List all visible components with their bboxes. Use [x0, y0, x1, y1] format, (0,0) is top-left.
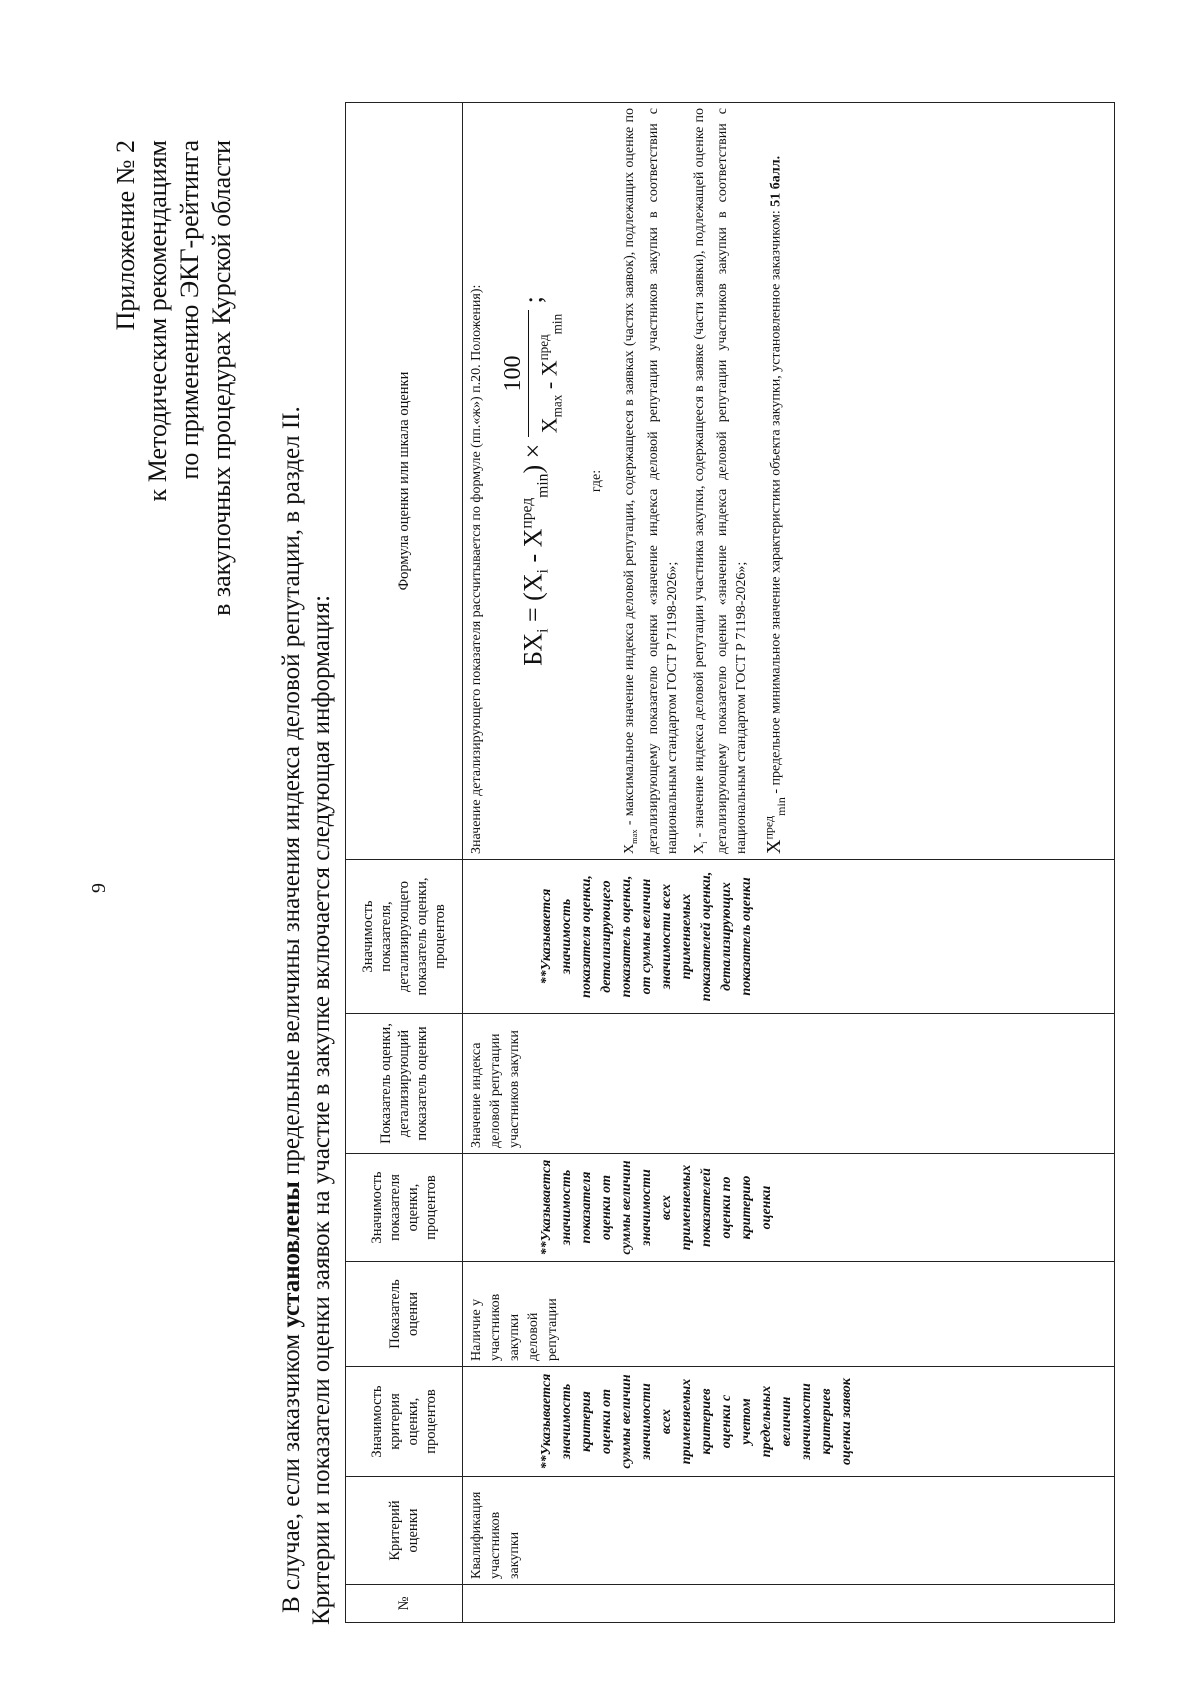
header-criterion-weight: Значимость критерия оценки, процентов: [346, 1367, 463, 1477]
formula-numerator: 100: [498, 310, 529, 437]
page-number: 9: [88, 883, 110, 893]
cell-indicator-weight: [463, 1154, 1115, 1262]
intro-text-part1: В случае, если заказчиком: [278, 1327, 305, 1613]
intro-text-bold: установлены: [278, 1181, 305, 1328]
indicator-weight-text: **Указывается значимость показателя оценки от суммы величин значимости всех применяемых показателей оценки по критерию оценки: [539, 1159, 774, 1256]
header-formula: Формула оценки или шкала оценки: [346, 103, 463, 860]
header-num: №: [346, 1585, 463, 1623]
intro-text-part2: предельные величины значения индекса деловой репутации, в раздел II.: [278, 406, 305, 1182]
table-header-row: [346, 103, 463, 1623]
xmin-text: - предельное минимальное значение характеристики объекта закупки, установленное заказчиком:: [768, 206, 784, 798]
formula-fraction: [498, 310, 573, 437]
cell-criterion-weight: [463, 1367, 1115, 1477]
criterion-weight-text: **Указывается значимость критерия оценки от суммы величин значимости всех применяемых критериев оценки с учетом предельных величин значимости критериев оценки заявок: [539, 1373, 854, 1470]
detail-weight-text: **Указывается значимость показателя оценки, детализирующего показатель оценки, от суммы величин значимости всех применяемых показателей оценки, детализирующих показатель оценки: [539, 871, 754, 1002]
cell-detail-indicator: Значение индекса деловой репутации участников закупки: [463, 1014, 1115, 1154]
where-label: где:: [588, 469, 604, 493]
annex-line-4: в закупочных процедурах Курской области: [207, 140, 236, 616]
table-row: [463, 103, 1115, 1623]
formula-lhs: БХ: [518, 632, 548, 666]
cell-detail-weight: [463, 860, 1115, 1014]
annex-header: [110, 140, 238, 616]
annex-line-2: к Методическим рекомендациям: [143, 140, 172, 502]
xi-description: $X_i$ - значение индекса деловой репутации участника закупки, содержащееся в заявке (части заявки), подлежащей оценке по детализирующему показателю оценки «значение индекса деловой репутации участников закупки в соответствии с национальным стандартом ГОСТ Р 71198-2026»;: [691, 108, 750, 854]
cell-formula: [463, 103, 1115, 860]
xi-text: - значение индекса деловой репутации участника закупки, содержащееся в заявке (части заявки), подлежащей оценке по детализирующему показателю оценки «значение индекса деловой репутации участников закупки в соответствии с национальным стандартом ГОСТ Р 71198-2026»;: [691, 108, 750, 854]
cell-criterion: Квалификация участников закупки: [463, 1477, 1115, 1585]
formula-denominator: $X_{max} - X^{пред}_{min}$: [536, 313, 565, 434]
xmax-description: $X_{max}$ - максимальное значение индекса деловой репутации, содержащееся в заявках (частях заявок), подлежащих оценке по детализирующему показателю оценки «значение индекса деловой репутации участников закупки в соответствии с национальным стандартом ГОСТ Р 71198-2026»;: [621, 108, 680, 854]
formula: $БХ_i = (X_i - X^{пред}_{min})$ × 100 $X_{max} - X^{пред}_{min}$ ;: [498, 108, 573, 854]
header-criterion: Критерий оценки: [346, 1477, 463, 1585]
cell-num: [463, 1585, 1115, 1623]
header-indicator: Показатель оценки: [346, 1262, 463, 1367]
intro-paragraph-line-2: Критерии и показатели оценки заявок на участие в закупке включается следующая информация:: [308, 594, 335, 1625]
intro-paragraph-line-1: [278, 406, 306, 1613]
annex-line-3: по применению ЭКГ-рейтинга: [175, 140, 204, 480]
header-indicator-weight: Значимость показателя оценки, процентов: [346, 1154, 463, 1262]
xmin-value: 51 балл.: [768, 155, 784, 207]
header-detail-weight: Значимость показателя, детализирующего показатель оценки, процентов: [346, 860, 463, 1014]
xmin-description: $X^{пред}_{min}$ - предельное минимальное значение характеристики объекта закупки, установленное заказчиком: 51 балл.: [761, 155, 788, 854]
header-detail-indicator: Показатель оценки, детализирующий показатель оценки: [346, 1014, 463, 1154]
criteria-table: [345, 102, 1115, 1623]
annex-line-1: Приложение № 2: [111, 140, 140, 331]
xmax-text: - максимальное значение индекса деловой репутации, содержащееся в заявках (частях заявок), подлежащих оценке по детализирующему показателю оценки «значение индекса деловой репутации участников закупки в соответствии с национальным стандартом ГОСТ Р 71198-2026»;: [621, 108, 680, 854]
formula-intro: Значение детализирующего показателя рассчитывается по формуле (пп.«ж») п.20. Положения):: [469, 284, 484, 854]
cell-indicator: Наличие у участников закупки деловой репутации: [463, 1262, 1115, 1367]
